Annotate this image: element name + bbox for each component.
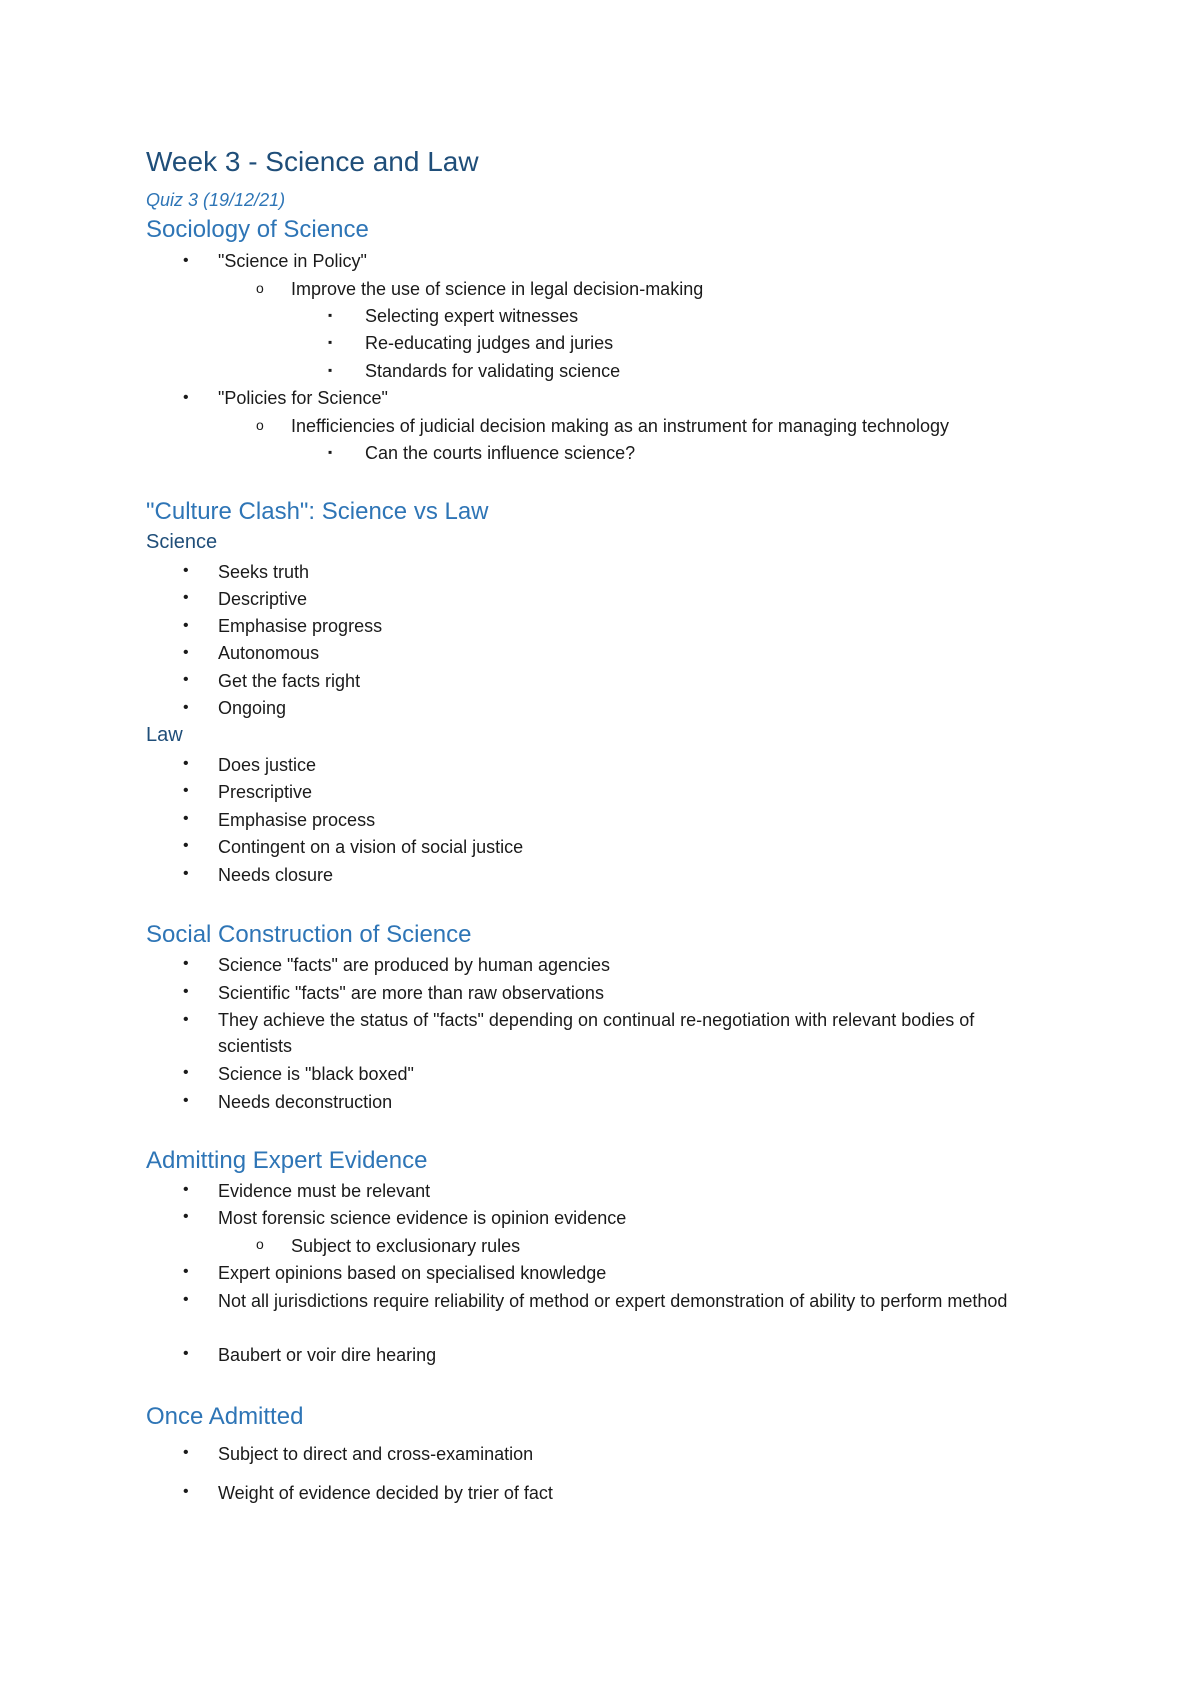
list-item: Emphasise progress [218,616,383,636]
bullet-icon: • [183,699,189,716]
bullet-icon: • [183,983,189,1000]
bullet-icon: • [183,644,189,661]
list-item: Descriptive [218,589,308,609]
square-bullet-icon: ▪ [328,335,333,349]
list-item: Not all jurisdictions require reliability of method or expert demonstration of ability to perform method [218,1291,1008,1311]
list-item: Science "facts" are produced by human agencies [218,955,611,975]
bullet-icon: • [183,1444,189,1461]
bullet-icon: • [183,1263,189,1280]
list-item: Does justice [218,755,317,775]
list-item: Can the courts influence science? [365,443,636,463]
bullet-icon: • [183,389,189,406]
bullet-icon: • [183,955,189,972]
circle-bullet-icon: o [256,417,264,433]
bullet-icon: • [183,755,189,772]
list-item: Inefficiencies of judicial decision making as an instrument for managing technology [291,416,950,436]
list-item: Baubert or voir dire hearing [218,1345,437,1365]
subheading-law: Law [146,724,183,746]
bullet-icon: • [183,1064,189,1081]
bullet-icon: • [183,810,189,827]
heading-culture-clash: "Culture Clash": Science vs Law [146,498,489,525]
bullet-icon: • [183,1291,189,1308]
bullet-icon: • [183,671,189,688]
bullet-icon: • [183,1181,189,1198]
bullet-icon: • [183,1092,189,1109]
list-item: Most forensic science evidence is opinion evidence [218,1208,627,1228]
heading-once-admitted: Once Admitted [146,1403,304,1430]
bullet-icon: • [183,617,189,634]
bullet-icon: • [183,562,189,579]
list-item: They achieve the status of "facts" depending on continual re-negotiation with relevant bodies of scientists [218,1010,975,1056]
list-item: Contingent on a vision of social justice [218,837,524,857]
list-item: Subject to exclusionary rules [291,1236,521,1256]
bullet-icon: • [183,865,189,882]
list-item: Expert opinions based on specialised knowledge [218,1263,607,1283]
subheading-science: Science [146,531,218,553]
list-item: Science is "black boxed" [218,1064,414,1084]
bullet-icon: • [183,1345,189,1362]
square-bullet-icon: ▪ [328,308,333,322]
heading-social-construction: Social Construction of Science [146,921,472,948]
list-item: Get the facts right [218,671,361,691]
square-bullet-icon: ▪ [328,363,333,377]
circle-bullet-icon: o [256,280,264,296]
list-item: Subject to direct and cross-examination [218,1444,534,1464]
bullet-icon: • [183,1011,189,1028]
list-item: Scientific "facts" are more than raw observations [218,983,604,1003]
list-item: Standards for validating science [365,361,621,381]
bullet-icon: • [183,1208,189,1225]
square-bullet-icon: ▪ [328,445,333,459]
list-item: Improve the use of science in legal decision-making [291,279,704,299]
bullet-icon: • [183,252,189,269]
bullet-icon: • [183,589,189,606]
bullet-icon: • [183,837,189,854]
page-subtitle: Quiz 3 (19/12/21) [146,190,286,210]
list-item: Selecting expert witnesses [365,306,579,326]
page-title: Week 3 - Science and Law [146,146,479,177]
bullet-icon: • [183,782,189,799]
list-item: "Policies for Science" [218,388,388,408]
list-item: "Science in Policy" [218,251,367,271]
list-item: Ongoing [218,698,287,718]
list-item: Re-educating judges and juries [365,333,614,353]
circle-bullet-icon: o [256,1236,264,1252]
list-item: Emphasise process [218,810,376,830]
heading-admitting-expert-evidence: Admitting Expert Evidence [146,1147,428,1174]
list-item: Evidence must be relevant [218,1181,431,1201]
list-item: Prescriptive [218,782,313,802]
list-item: Needs deconstruction [218,1092,393,1112]
list-item: Seeks truth [218,562,310,582]
bullet-icon: • [183,1483,189,1500]
list-item: Weight of evidence decided by trier of fact [218,1483,553,1503]
list-item: Needs closure [218,865,334,885]
list-item: Autonomous [218,643,320,663]
heading-sociology-of-science: Sociology of Science [146,216,369,243]
